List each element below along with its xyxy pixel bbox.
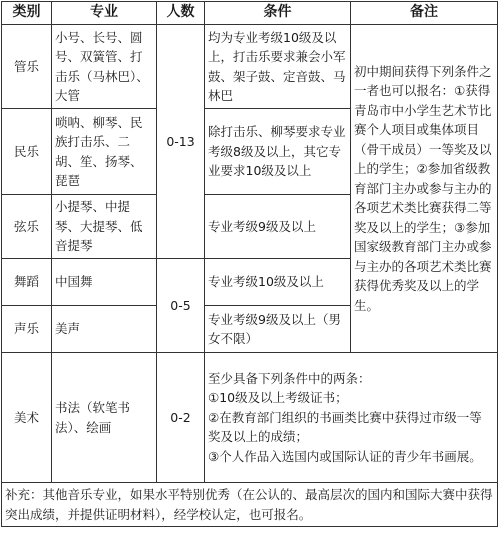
quota-cell: 0-13 (157, 25, 205, 259)
major-cell: 美声 (52, 306, 157, 353)
major-cell: 唢呐、柳琴、民族打击乐、二胡、笙、扬琴、琵琶 (52, 109, 157, 195)
supplement-cell: 补充：其他音乐专业，如果水平特别优秀（在公认的、最高层次的国内和国际大赛中获得突出成绩，并提供证明材料），经学校认定，也可报名。 (2, 483, 498, 527)
header-major: 专业 (52, 2, 157, 25)
category-cell: 民乐 (2, 109, 52, 195)
conditions-cell: 专业考级9级及以上（男女不限） (205, 306, 351, 353)
major-cell: 中国舞 (52, 259, 157, 306)
table-row (2, 25, 498, 109)
header-category: 类别 (2, 2, 52, 25)
conditions-cell: 除打击乐、柳琴要求专业考级8级及以上，其它专业要求10级及以上 (205, 109, 351, 195)
supplement-row (2, 483, 498, 527)
category-cell: 弦乐 (2, 195, 52, 259)
notes-cell: 初中期间获得下列条件之一者也可以报名：①获得青岛市中小学生艺术节比赛个人项目或集体项目（骨干成员）一等奖及以上的学生；②参加省级教育部门主办或参与主办的各项艺术类比赛获得二等奖及以上的学生；③参加国家级教育部门主办或参与主办的各项艺术类比赛获得优秀奖及以上的学生。 (351, 25, 498, 353)
major-cell: 小提琴、中提琴、大提琴、低音提琴 (52, 195, 157, 259)
header-notes: 备注 (351, 2, 498, 25)
major-cell: 书法（软笔书法）、绘画 (52, 353, 157, 483)
conditions-cell: 均为专业考级10级及以上，打击乐要求兼会小军鼓、架子鼓、定音鼓、马林巴 (205, 25, 351, 109)
header-quota: 人数 (157, 2, 205, 25)
header-row (2, 2, 498, 25)
category-cell: 管乐 (2, 25, 52, 109)
table-row (2, 353, 498, 483)
category-cell: 美术 (2, 353, 52, 483)
conditions-cell: 专业考级10级及以上 (205, 259, 351, 306)
conditions-cell: 专业考级9级及以上 (205, 195, 351, 259)
category-cell: 声乐 (2, 306, 52, 353)
header-conditions: 条件 (205, 2, 351, 25)
category-cell: 舞蹈 (2, 259, 52, 306)
quota-cell: 0-5 (157, 259, 205, 353)
major-cell: 小号、长号、圆号、双簧管、打击乐（马林巴）、大管 (52, 25, 157, 109)
quota-cell: 0-2 (157, 353, 205, 483)
conditions-cell: 至少具备下列条件中的两条： ①10级及以上考级证书； ②在教育部门组织的书画类比赛中获得过市级一等奖及以上的成绩； ③个人作品入选国内或国际认证的青少年书画展。 (205, 353, 498, 483)
admission-requirements-table (1, 1, 498, 527)
